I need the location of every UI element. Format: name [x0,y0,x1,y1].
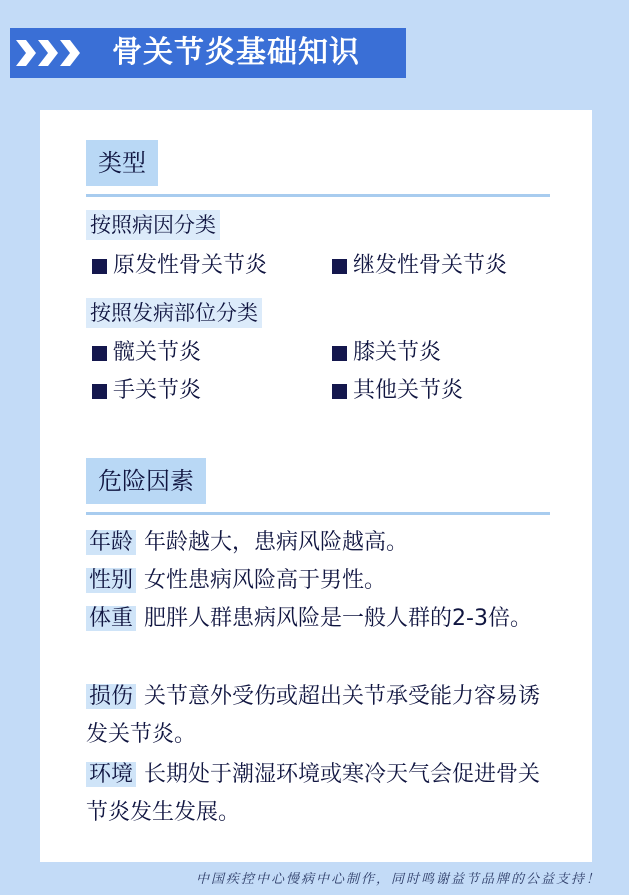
risk-text: 年龄越大，患病风险越高。 [144,530,409,555]
list-item [332,376,463,406]
section-title-types: 类型 [86,140,158,186]
list-item [332,251,507,281]
risk-item-age [86,524,556,562]
section-divider [86,512,550,515]
risk-item-weight [86,600,556,638]
list-item-text: 其他关节炎 [353,378,464,403]
list-item [92,251,267,281]
risk-text: 长期处于潮湿环境或寒冷天气会促进骨关节炎发生发展。 [86,762,541,825]
footer-credit: 中国疾控中心慢病中心制作，同时鸣谢益节品牌的公益支持！ [195,872,601,887]
risk-label: 性别 [86,568,136,593]
square-bullet-icon [92,346,107,361]
list-item [92,338,201,368]
header-chevrons [14,36,80,70]
list-item-text: 髋关节炎 [113,340,202,365]
risk-label: 损伤 [86,684,136,709]
risk-text: 关节意外受伤或超出关节承受能力容易诱发关节炎。 [86,684,541,747]
list-item-text: 原发性骨关节炎 [113,253,268,278]
list-item-text: 膝关节炎 [353,340,442,365]
content-card [40,110,592,862]
risk-item-environment [86,756,556,832]
list-item [92,376,201,406]
section-title-risks: 危险因素 [86,458,206,504]
page-title: 骨关节炎基础知识 [112,35,360,70]
risk-text: 肥胖人群患病风险是一般人群的2-3倍。 [144,606,532,631]
square-bullet-icon [92,259,107,274]
risk-item-injury [86,678,556,754]
risk-item-gender [86,562,556,600]
risk-text: 女性患病风险高于男性。 [144,568,387,593]
chevron-right-icon [14,38,38,68]
square-bullet-icon [332,259,347,274]
list-item-text: 手关节炎 [113,378,202,403]
risk-label: 环境 [86,762,136,787]
square-bullet-icon [92,384,107,399]
subsection-by-site: 按照发病部位分类 [86,298,262,328]
chevron-right-icon [36,38,60,68]
subsection-by-cause: 按照病因分类 [86,210,220,240]
square-bullet-icon [332,346,347,361]
square-bullet-icon [332,384,347,399]
list-item-text: 继发性骨关节炎 [353,253,508,278]
risk-label: 体重 [86,606,136,631]
list-item [332,338,441,368]
chevron-right-icon [58,38,82,68]
risk-label: 年龄 [86,530,136,555]
section-divider [86,194,550,197]
